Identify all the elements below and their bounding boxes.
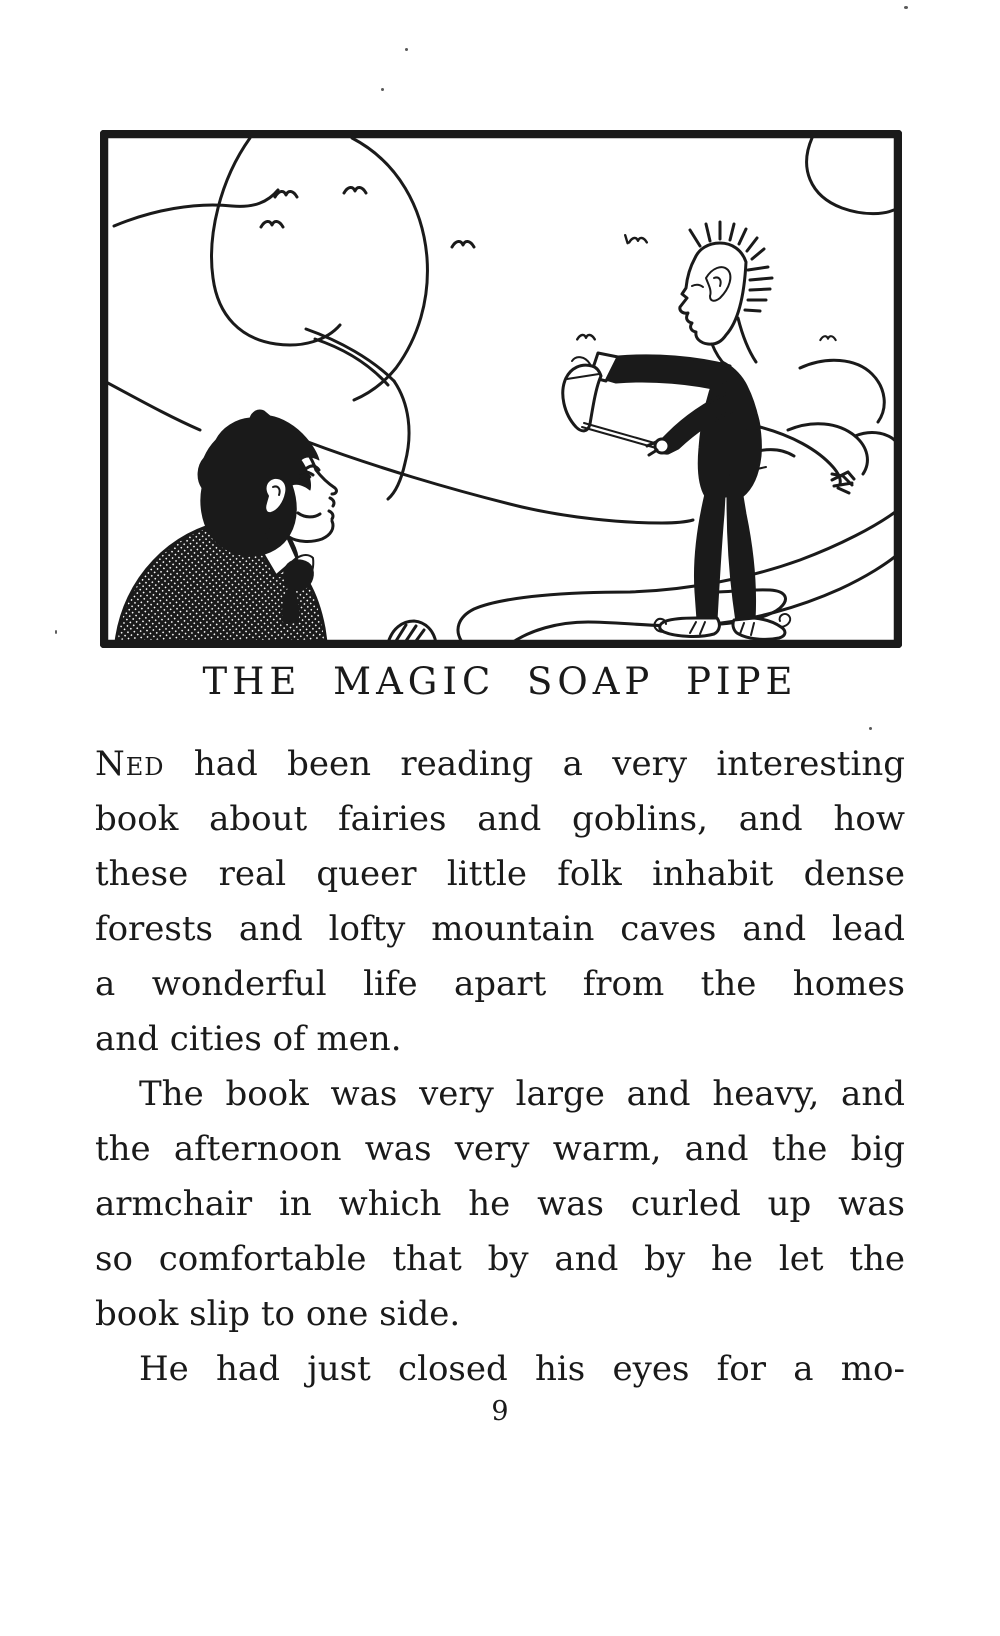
story-line: The book was very large and heavy, and: [139, 1074, 905, 1114]
goblin-tail-tuft: [832, 472, 854, 493]
bird-icon: [452, 241, 474, 247]
story-line: [95, 737, 905, 792]
cloud-line: [315, 339, 388, 385]
boy-figure: [116, 410, 436, 643]
goblin-tail: [756, 426, 840, 484]
bird-icon: [625, 235, 647, 243]
goblin-shoe-left: [654, 618, 719, 636]
scan-speck: [904, 6, 908, 9]
hill-line: [308, 442, 693, 523]
cloud-line: [788, 424, 867, 474]
cloud-line: [212, 138, 340, 345]
story-text: [95, 660, 905, 1397]
cloud-line: [388, 381, 409, 499]
bird-icon: [275, 191, 297, 197]
bird-icon: [820, 336, 835, 340]
story-line: these real queer little folk inhabit dense: [95, 854, 905, 894]
boy-tie: [284, 560, 314, 590]
story-line: He had just closed his eyes for a mo-: [139, 1349, 905, 1389]
story-line: book slip to one side.: [95, 1294, 461, 1334]
goblin-shoe-right: [733, 614, 790, 639]
story-illustration: [100, 130, 902, 648]
goblin-pitcher: [563, 357, 601, 431]
line-text: had been reading a very interesting: [193, 744, 905, 784]
cloud-line: [807, 138, 898, 214]
bird-icon: [261, 221, 283, 227]
goblin-head: [680, 222, 772, 366]
goblin-pipe: [582, 423, 658, 448]
boy-hair: [198, 410, 319, 556]
goblin-arm-upper: [602, 356, 730, 390]
scan-speck: [405, 48, 408, 51]
goblin-figure: [563, 222, 854, 639]
page-number: 9: [491, 1396, 509, 1427]
story-line: a wonderful life apart from the homes: [95, 964, 905, 1004]
bird-icon: [577, 335, 595, 339]
story-line: the afternoon was very warm, and the big: [95, 1129, 905, 1169]
paragraph-3: [95, 1342, 905, 1397]
story-line: armchair in which he was curled up was: [95, 1184, 905, 1224]
birds: [261, 187, 836, 340]
boy-hand: [388, 621, 436, 643]
paragraph-2: [95, 1067, 905, 1342]
hill-line: [106, 382, 200, 430]
cloud-line: [800, 360, 884, 422]
scan-speck: [55, 630, 57, 634]
scan-speck: [869, 727, 872, 730]
goblin-hair-shading: [745, 267, 772, 311]
scan-speck: [381, 88, 384, 91]
bird-icon: [344, 187, 366, 193]
paragraph-1: [95, 737, 905, 1067]
cloud-line: [114, 190, 278, 226]
cloud-line: [352, 138, 427, 400]
story-line: book about fairies and goblins, and how: [95, 799, 905, 839]
story-line: so comfortable that by and by he let the: [95, 1239, 905, 1279]
lead-word: Ned: [95, 744, 165, 784]
story-line: forests and lofty mountain caves and lead: [95, 909, 905, 949]
goblin-leg-left: [695, 494, 724, 620]
page-title: THE MAGIC SOAP PIPE: [202, 660, 798, 703]
story-line: and cities of men.: [95, 1019, 402, 1059]
goblin-leg-right: [728, 496, 755, 622]
